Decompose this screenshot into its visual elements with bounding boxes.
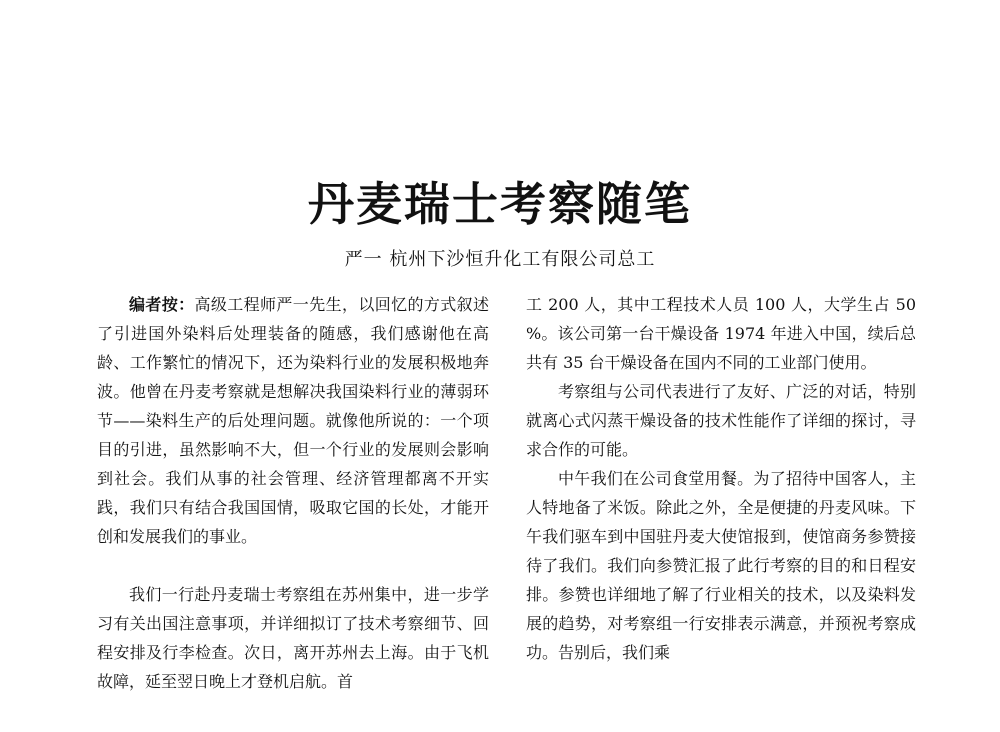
article-title: 丹麦瑞士考察随笔 (308, 177, 692, 231)
body-paragraph: 考察组与公司代表进行了友好、广泛的对话，特别就离心式闪蒸干燥设备的技术性能作了详细的探讨，寻求合作的可能。 (526, 382, 916, 459)
right-column (526, 290, 916, 667)
editor-note-label: 编者按： (129, 295, 195, 314)
editor-note (97, 290, 489, 551)
article-byline: 严一 杭州下沙恒升化工有限公司总工 (344, 249, 656, 270)
editor-note-text: 高级工程师严一先生，以回忆的方式叙述了引进国外染料后处理装备的随感，我们感谢他在高龄、工作繁忙的情况下，还为染料行业的发展积极地奔波。他曾在丹麦考察就是想解决我国染料行业的薄弱环节——染料生产的后处理问题。就像他所说的：一个项目的引进，虽然影响不大，但一个行业的发展则会影响到社会。我们从事的社会管理、经济管理都离不开实践，我们只有结合我国国情，吸取它国的长处，才能开创和发展我们的事业。 (97, 295, 489, 546)
body-paragraph: 工 200 人，其中工程技术人员 100 人，大学生占 50 %。该公司第一台干燥设备 1974 年进入中国，续后总共有 35 台干燥设备在国内不同的工业部门使用。 (526, 295, 916, 372)
body-paragraph: 中午我们在公司食堂用餐。为了招待中国客人，主人特地备了米饭。除此之外，全是便捷的丹麦风味。下午我们驱车到中国驻丹麦大使馆报到，使馆商务参赞接待了我们。我们向参赞汇报了此行考察的目的和日程安排。参赞也详细地了解了行业相关的技术，以及染料发展的趋势，对考察组一行安排表示满意，并预祝考察成功。告别后，我们乘 (526, 469, 916, 662)
body-paragraph: 我们一行赴丹麦瑞士考察组在苏州集中，进一步学习有关出国注意事项，并详细拟订了技术考察细节、回程安排及行李检查。次日，离开苏州去上海。由于飞机故障，延至翌日晚上才登机启航。首 (97, 585, 489, 691)
left-column (97, 290, 489, 696)
